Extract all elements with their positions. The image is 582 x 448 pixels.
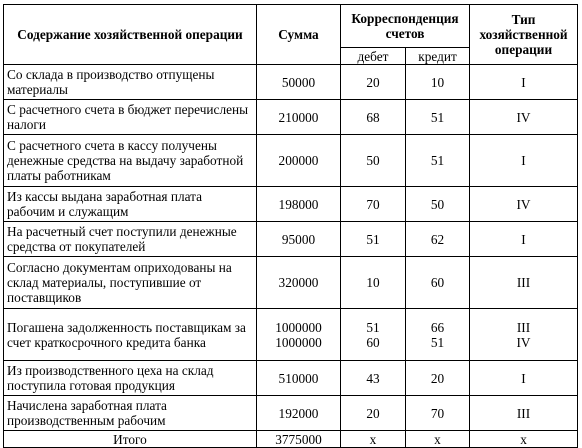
total-amount: 3775000 xyxy=(257,431,341,448)
operation-type: I xyxy=(470,65,578,100)
operation-amount-line: 1000000 xyxy=(275,334,322,350)
operation-debit-line: 60 xyxy=(366,334,380,350)
header-correspondence: Корреспонденция счетов xyxy=(341,5,470,48)
header-amount: Сумма xyxy=(257,5,341,65)
operation-debit: 10 xyxy=(341,257,406,309)
header-operation-type: Тип хозяйственной операции xyxy=(470,5,578,65)
operation-type-line: III xyxy=(516,319,531,335)
operation-debit: 51 xyxy=(341,222,406,257)
operation-debit: 50 xyxy=(341,135,406,187)
operation-amount-line: 1000000 xyxy=(275,319,322,335)
operation-amount: 510000 xyxy=(257,361,341,396)
operation-type: III xyxy=(470,257,578,309)
operations-table-container xyxy=(3,4,577,448)
operations-table-body xyxy=(4,65,578,448)
operation-amount xyxy=(257,309,341,361)
operation-amount: 200000 xyxy=(257,135,341,187)
operation-debit: 43 xyxy=(341,361,406,396)
operation-debit xyxy=(341,309,406,361)
table-row xyxy=(4,361,578,396)
total-type: х xyxy=(470,431,578,448)
operation-type: III xyxy=(470,396,578,431)
operation-type: I xyxy=(470,361,578,396)
operation-description: Согласно документам оприходованы на склад материалы, поступившие от поставщиков xyxy=(4,257,257,309)
table-row xyxy=(4,100,578,135)
operation-credit: 70 xyxy=(406,396,470,431)
operation-credit: 62 xyxy=(406,222,470,257)
total-debit: х xyxy=(341,431,406,448)
operation-credit: 10 xyxy=(406,65,470,100)
operation-type: I xyxy=(470,222,578,257)
table-row xyxy=(4,257,578,309)
operation-debit: 68 xyxy=(341,100,406,135)
operation-type: I xyxy=(470,135,578,187)
operation-amount: 192000 xyxy=(257,396,341,431)
operation-credit xyxy=(406,309,470,361)
operation-description: Из производственного цеха на склад поступила готовая продукция xyxy=(4,361,257,396)
operation-credit: 20 xyxy=(406,361,470,396)
operation-debit-line: 51 xyxy=(366,319,380,335)
table-row xyxy=(4,135,578,187)
operation-description: Погашена задолженность поставщикам за счет краткосрочного кредита банка xyxy=(4,309,257,361)
operation-amount: 320000 xyxy=(257,257,341,309)
operation-credit-line: 66 xyxy=(430,319,445,335)
operation-description: Со склада в производство отпущены материалы xyxy=(4,65,257,100)
operation-credit: 51 xyxy=(406,100,470,135)
operation-description: С расчетного счета в кассу получены денежные средства на выдачу заработной платы работникам xyxy=(4,135,257,187)
operation-description: На расчетный счет поступили денежные средства от покупателей xyxy=(4,222,257,257)
header-debit: дебет xyxy=(341,48,406,65)
operation-amount: 95000 xyxy=(257,222,341,257)
operations-table xyxy=(3,4,578,448)
operation-amount: 50000 xyxy=(257,65,341,100)
table-row xyxy=(4,187,578,222)
operation-description: Начислена заработная плата производственным рабочим xyxy=(4,396,257,431)
operation-credit: 50 xyxy=(406,187,470,222)
table-row xyxy=(4,309,578,361)
total-label: Итого xyxy=(4,431,257,448)
operation-amount: 198000 xyxy=(257,187,341,222)
header-description: Содержание хозяйственной операции xyxy=(4,5,257,65)
operation-description: С расчетного счета в бюджет перечислены налоги xyxy=(4,100,257,135)
operation-type-line: IV xyxy=(516,334,531,350)
table-row xyxy=(4,396,578,431)
header-credit: кредит xyxy=(406,48,470,65)
table-row xyxy=(4,65,578,100)
operation-amount: 210000 xyxy=(257,100,341,135)
operation-description: Из кассы выдана заработная плата рабочим и служащим xyxy=(4,187,257,222)
total-row xyxy=(4,431,578,448)
operation-type: IV xyxy=(470,100,578,135)
operation-type xyxy=(470,309,578,361)
header-row-top xyxy=(4,5,578,48)
operation-debit: 70 xyxy=(341,187,406,222)
operation-type: IV xyxy=(470,187,578,222)
operation-credit: 51 xyxy=(406,135,470,187)
operation-credit: 60 xyxy=(406,257,470,309)
operation-debit: 20 xyxy=(341,65,406,100)
operation-credit-line: 51 xyxy=(430,334,445,350)
table-row xyxy=(4,222,578,257)
operation-debit: 20 xyxy=(341,396,406,431)
total-credit: х xyxy=(406,431,470,448)
